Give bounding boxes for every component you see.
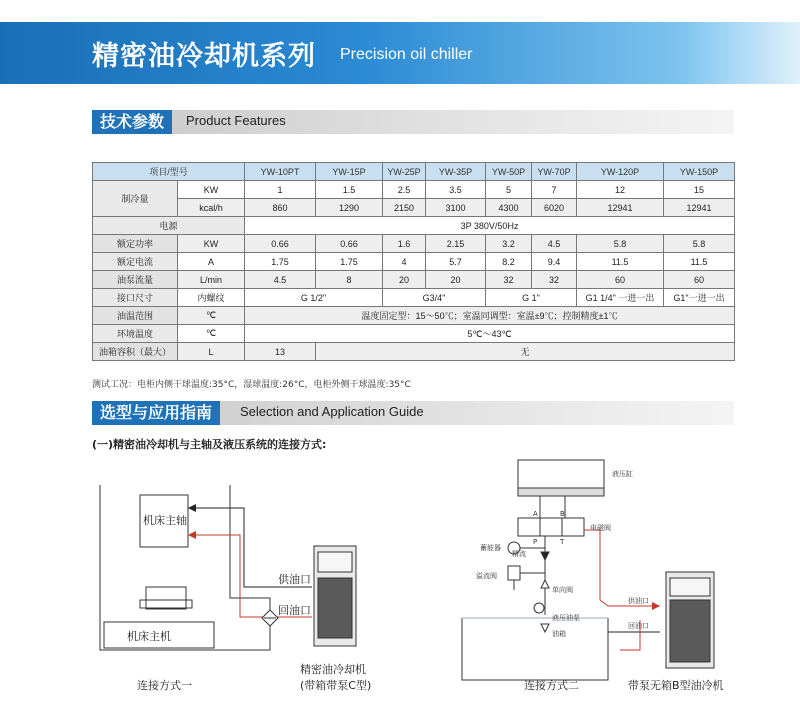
value-cell: 7 <box>532 181 577 199</box>
value-cell: 5.8 <box>577 235 664 253</box>
row-label: 油温范围 <box>93 307 178 325</box>
value-cell: 13 <box>245 343 316 361</box>
header-cell: YW-35P <box>426 163 486 181</box>
header-cell: YW-15P <box>316 163 383 181</box>
cylinder-label: 液压缸 <box>612 470 633 478</box>
value-cell: G1"一进一出 <box>664 289 735 307</box>
value-cell: 32 <box>532 271 577 289</box>
table-row <box>93 199 735 217</box>
value-cell: 3100 <box>426 199 486 217</box>
row-label: 制冷量 <box>93 181 178 217</box>
header-cell: YW-150P <box>664 163 735 181</box>
value-cell: G 1" <box>486 289 577 307</box>
value-cell: 1.6 <box>383 235 426 253</box>
value-cell: 5.7 <box>426 253 486 271</box>
value-cell: 2.5 <box>383 181 426 199</box>
arrow-icon <box>188 531 196 539</box>
solenoid-valve-right <box>562 518 584 536</box>
pump-icon <box>534 603 544 613</box>
value-cell: 32 <box>486 271 532 289</box>
tank-label: 油箱 <box>552 630 566 638</box>
chiller-grille <box>670 600 710 662</box>
value-cell: 无 <box>316 343 735 361</box>
value-cell: 5 <box>486 181 532 199</box>
value-cell: 1 <box>245 181 316 199</box>
check-valve-icon <box>541 580 549 588</box>
row-label: 油泵流量 <box>93 271 178 289</box>
table-row <box>93 181 735 199</box>
hydraulic-cylinder <box>518 460 604 488</box>
value-cell: 12941 <box>577 199 664 217</box>
value-cell: 4.5 <box>532 235 577 253</box>
unit-cell: kcal/h <box>178 199 245 217</box>
value-cell: 20 <box>426 271 486 289</box>
machine-base-block <box>146 587 186 609</box>
page-title: 精密油冷却机系列 <box>92 41 316 72</box>
solenoid-valve-mid <box>540 518 562 536</box>
spec-table <box>92 162 735 361</box>
value-cell: 4.5 <box>245 271 316 289</box>
value-cell: 3.5 <box>426 181 486 199</box>
unit-cell: ℃ <box>178 325 245 343</box>
test-conditions-note: 测试工况：电柜内侧干球温度:35°C，湿球温度:26°C，电柜外侧干球温度:35°C <box>92 380 411 390</box>
return-port-label: 回油口 <box>628 622 649 630</box>
value-cell: 1290 <box>316 199 383 217</box>
throttle-icon <box>541 552 549 560</box>
header-cell: YW-120P <box>577 163 664 181</box>
value-cell: 8 <box>316 271 383 289</box>
supply-port-label: 供油口 <box>628 597 649 605</box>
value-cell: 4 <box>383 253 426 271</box>
value-cell: 860 <box>245 199 316 217</box>
value-cell: 1.75 <box>316 253 383 271</box>
value-cell: G 1/2" <box>245 289 383 307</box>
header-banner <box>0 22 800 84</box>
section-title-en: Product Features <box>186 113 286 128</box>
row-label: 电源 <box>93 217 245 235</box>
unit-cell: KW <box>178 181 245 199</box>
section-product-features <box>92 110 734 134</box>
header-cell: 项目/型号 <box>93 163 245 181</box>
arrow-icon <box>188 504 196 512</box>
value-cell: 60 <box>664 271 735 289</box>
caption-one: 连接方式一 <box>137 679 192 692</box>
value-cell: 6020 <box>532 199 577 217</box>
value-cell: 15 <box>664 181 735 199</box>
value-cell: 8.2 <box>486 253 532 271</box>
value-cell: 4300 <box>486 199 532 217</box>
supply-port-label: 供油口 <box>278 573 311 586</box>
value-cell: 2.15 <box>426 235 486 253</box>
section-title-en: Selection and Application Guide <box>240 404 424 419</box>
value-cell: 11.5 <box>664 253 735 271</box>
chiller-label: 精密油冷却机 <box>300 663 366 676</box>
section-title: 选型与应用指南 <box>92 401 220 425</box>
diagram-one <box>100 485 356 650</box>
unit-cell: A <box>178 253 245 271</box>
accumulator-label: 蓄能器 <box>480 544 501 552</box>
connection-subtitle: (一)精密油冷却机与主轴及液压系统的连接方式: <box>92 438 327 451</box>
diagram-two <box>462 460 714 680</box>
table-row <box>93 325 735 343</box>
value-cell: 1.75 <box>245 253 316 271</box>
value-cell: 3.2 <box>486 235 532 253</box>
table-row <box>93 253 735 271</box>
value-cell: 20 <box>383 271 426 289</box>
connection-diagrams <box>0 448 800 716</box>
value-cell: 60 <box>577 271 664 289</box>
return-port-label: 回油口 <box>278 604 311 617</box>
value-cell: G3/4" <box>383 289 486 307</box>
value-cell: 0.66 <box>316 235 383 253</box>
caption-two: 连接方式二 <box>524 679 579 692</box>
value-cell: 3P 380V/50Hz <box>245 217 735 235</box>
header-cell: YW-70P <box>532 163 577 181</box>
header-cell: YW-25P <box>383 163 426 181</box>
relief-valve-icon <box>508 566 520 580</box>
table-row <box>93 307 735 325</box>
value-cell: 9.4 <box>532 253 577 271</box>
value-cell: 0.66 <box>245 235 316 253</box>
machine-base-plate <box>140 600 192 608</box>
page-title-en: Precision oil chiller <box>340 46 473 63</box>
value-cell: 1.5 <box>316 181 383 199</box>
relief-label: 溢流阀 <box>476 572 497 580</box>
value-cell: 5.8 <box>664 235 735 253</box>
solenoid-label: 电磁阀 <box>590 524 611 532</box>
port-b-label: B <box>560 510 565 518</box>
port-a-label: A <box>533 510 538 518</box>
table-row <box>93 271 735 289</box>
row-label: 油箱容积（最大） <box>93 343 178 361</box>
unit-cell: KW <box>178 235 245 253</box>
table-row <box>93 235 735 253</box>
port-t-label: T <box>560 538 565 546</box>
pump-filter-label: 液压油泵 <box>552 614 580 622</box>
row-label: 环境温度 <box>93 325 178 343</box>
unit-cell: L <box>178 343 245 361</box>
oil-filter-icon <box>541 624 549 632</box>
throttle-label: 精流 <box>512 550 526 558</box>
arrow-icon <box>652 602 660 610</box>
table-row <box>93 217 735 235</box>
return-oil-line <box>584 530 600 600</box>
header-cell: YW-50P <box>486 163 532 181</box>
cylinder-hatch <box>518 488 604 496</box>
row-label: 接口尺寸 <box>93 289 178 307</box>
table-row <box>93 289 735 307</box>
chiller-b-caption: 带泵无箱B型油冷机 <box>628 679 724 692</box>
unit-cell: 内螺纹 <box>178 289 245 307</box>
value-cell: 12 <box>577 181 664 199</box>
machine-host-label: 机床主机 <box>127 630 171 643</box>
solenoid-valve-left <box>518 518 540 536</box>
chiller-grille <box>318 578 352 638</box>
header-cell: YW-10PT <box>245 163 316 181</box>
row-label: 额定功率 <box>93 235 178 253</box>
unit-cell: ℃ <box>178 307 245 325</box>
value-cell: 温度固定型：15～50℃；室温同调型：室温±9℃；控制精度±1℃ <box>245 307 735 325</box>
row-label: 额定电流 <box>93 253 178 271</box>
chiller-type-label: (带箱带泵C型) <box>300 679 372 692</box>
spindle-label: 机床主轴 <box>143 514 187 527</box>
value-cell: 5℃～43℃ <box>245 325 735 343</box>
value-cell: 11.5 <box>577 253 664 271</box>
port-p-label: P <box>533 538 538 546</box>
unit-cell: L/min <box>178 271 245 289</box>
table-row <box>93 343 735 361</box>
value-cell: 2150 <box>383 199 426 217</box>
value-cell: G1 1/4" 一进一出 <box>577 289 664 307</box>
value-cell: 12941 <box>664 199 735 217</box>
oil-tank <box>462 618 608 680</box>
table-row <box>93 163 735 181</box>
section-selection-guide <box>92 401 734 425</box>
check-valve-label: 单向阀 <box>552 586 573 594</box>
section-title: 技术参数 <box>92 110 172 134</box>
